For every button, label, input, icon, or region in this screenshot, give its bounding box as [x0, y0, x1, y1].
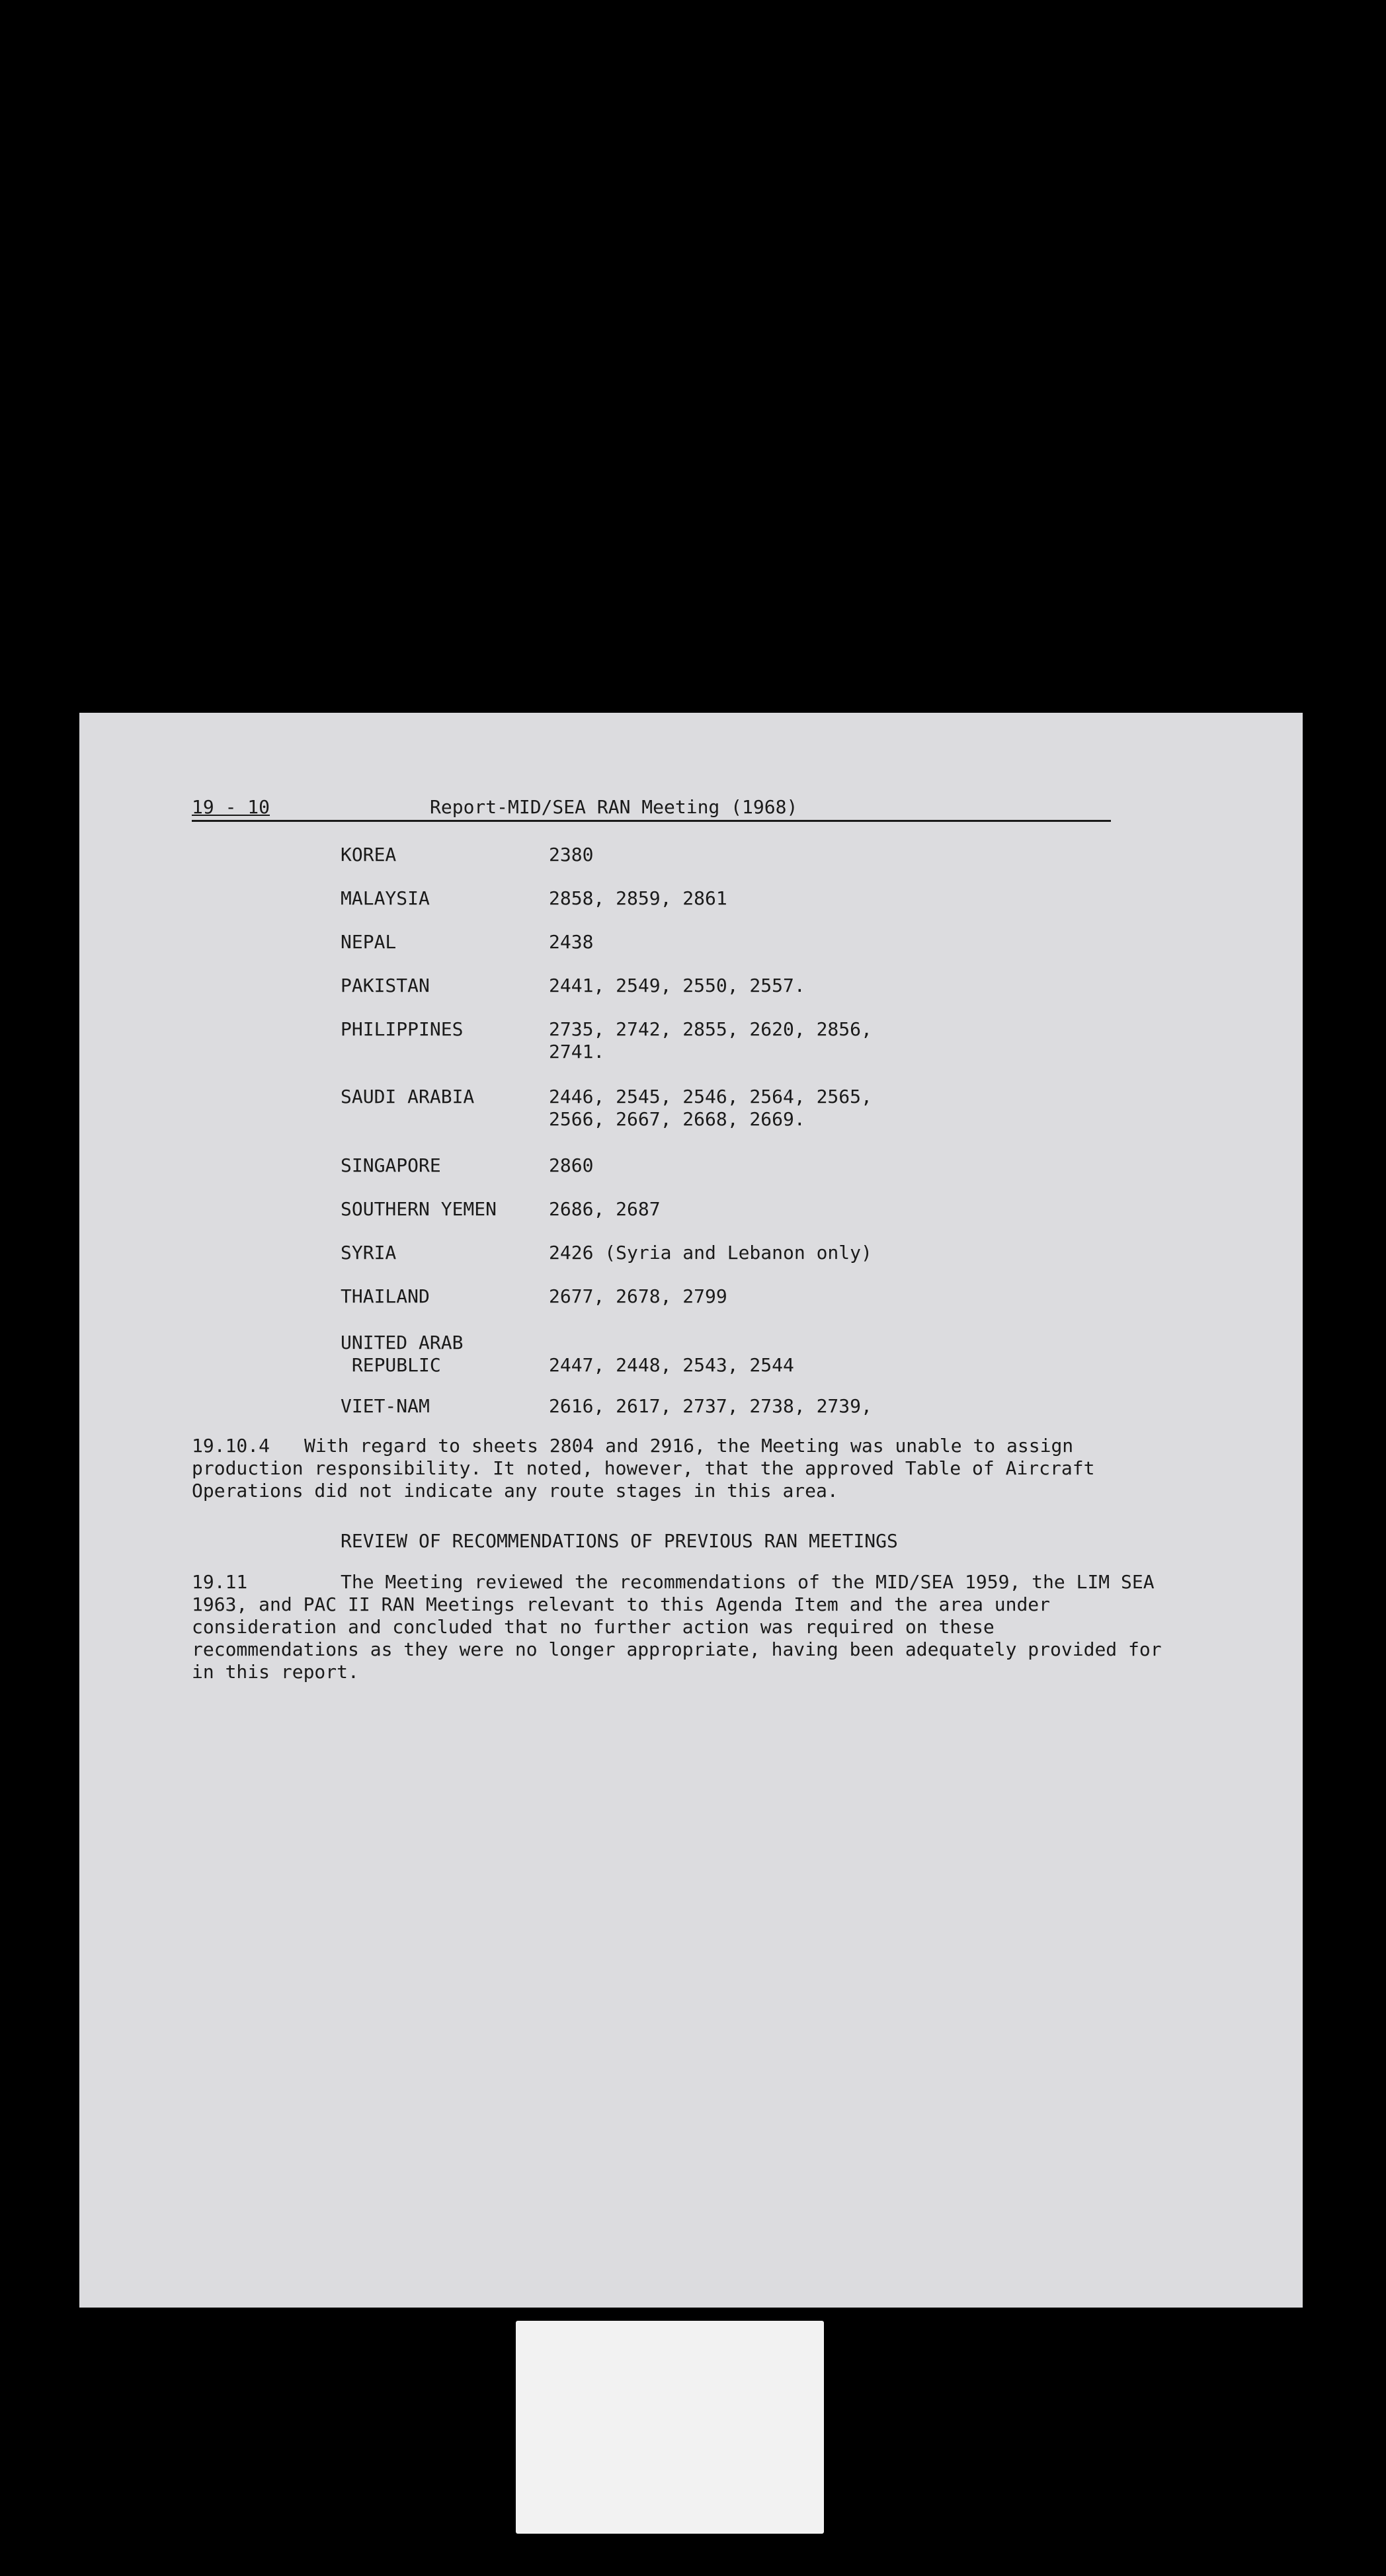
sheet-numbers: 2426 (Syria and Lebanon only) — [549, 1242, 872, 1264]
country-name: SINGAPORE — [341, 1154, 441, 1176]
sheet-numbers: 2441, 2549, 2550, 2557. — [549, 975, 805, 996]
document-page — [79, 713, 1303, 2308]
country-name: PAKISTAN — [341, 975, 430, 996]
paragraph-text: With regard to sheets 2804 and 2916, the Meeting was unable to assign production responsibility. It noted, however, that the approved Table of Aircraft Operations did not indicate any route stages in this area. — [192, 1435, 1095, 1502]
paragraph-text: The Meeting reviewed the recommendations of the MID/SEA 1959, the LIM SEA 1963, and PAC II RAN Meetings relevant to this Agenda Item and the area under consideration and concluded that no further action was required on these recommendations as they were no longer appropriate, having been adequately provided for in this report. — [192, 1571, 1162, 1683]
report-title: Report-MID/SEA RAN Meeting (1968) — [430, 796, 798, 818]
sheet-numbers: 2447, 2448, 2543, 2544 — [549, 1354, 794, 1376]
sheet-numbers: 2860 — [549, 1154, 594, 1176]
page-number: 19 - 10 — [192, 796, 270, 818]
paragraph-number: 19.10.4 — [192, 1435, 270, 1457]
paragraph-19-11 — [192, 1571, 1170, 1683]
sheet-numbers: 2686, 2687 — [549, 1198, 661, 1220]
sheet-numbers: 2380 — [549, 844, 594, 865]
country-name: SOUTHERN YEMEN — [341, 1198, 497, 1220]
sheet-numbers: 2677, 2678, 2799 — [549, 1285, 727, 1307]
sheet-numbers: 2616, 2617, 2737, 2738, 2739, — [549, 1395, 872, 1417]
country-name: PHILIPPINES — [341, 1018, 464, 1040]
country-name: VIET-NAM — [341, 1395, 430, 1417]
sheet-numbers: 2438 — [549, 931, 594, 953]
paragraph-number: 19.11 — [192, 1571, 248, 1593]
country-name: MALAYSIA — [341, 887, 430, 909]
country-name: SYRIA — [341, 1242, 397, 1264]
country-name: THAILAND — [341, 1285, 430, 1307]
section-heading: REVIEW OF RECOMMENDATIONS OF PREVIOUS RAN MEETINGS — [341, 1530, 898, 1552]
country-name: UNITED ARAB REPUBLIC — [341, 1332, 464, 1376]
sheet-numbers: 2858, 2859, 2861 — [549, 887, 727, 909]
blank-card — [516, 2321, 824, 2534]
sheet-numbers: 2446, 2545, 2546, 2564, 2565, 2566, 2667, 2668, 2669. — [549, 1086, 872, 1130]
page-header — [192, 796, 1111, 822]
paragraph-19-10-4 — [192, 1435, 1170, 1502]
sheet-numbers: 2735, 2742, 2855, 2620, 2856, 2741. — [549, 1018, 872, 1063]
country-name: KOREA — [341, 844, 397, 865]
country-name: SAUDI ARABIA — [341, 1086, 475, 1107]
country-name: NEPAL — [341, 931, 397, 953]
